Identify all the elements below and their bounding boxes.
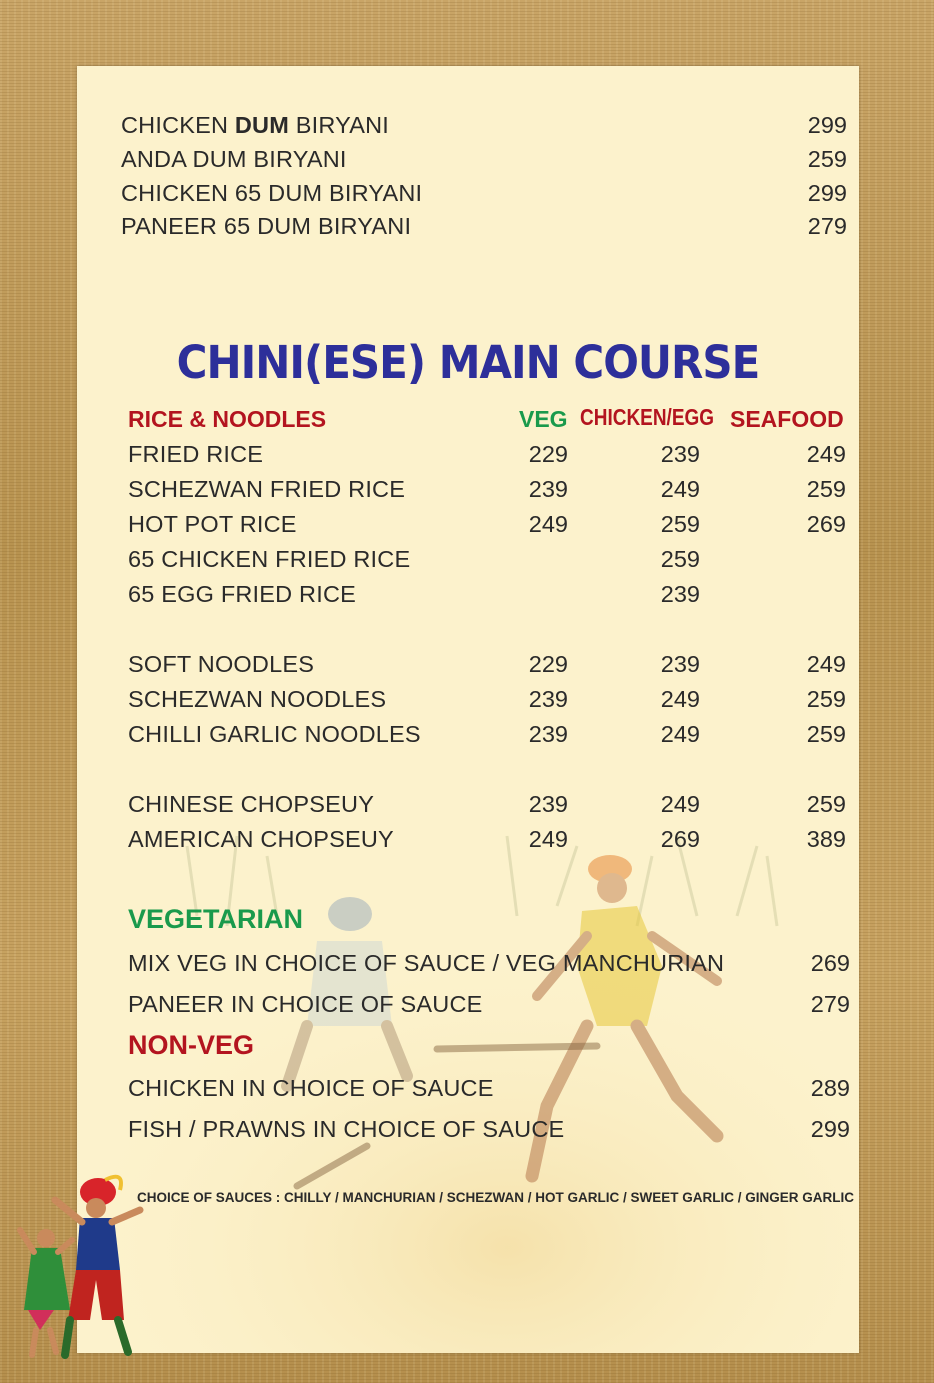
dish-name: SCHEZWAN FRIED RICE: [128, 476, 406, 502]
non-veg-heading: NON-VEG: [128, 1030, 255, 1060]
column-seafood-header: SEAFOOD: [730, 406, 844, 432]
dish-name: AMERICAN CHOPSEUY: [128, 826, 394, 852]
veg-price: 239: [528, 686, 568, 712]
veg-price: 249: [528, 511, 568, 537]
dish-name: MIX VEG IN CHOICE OF SAUCE / VEG MANCHURIAN: [128, 950, 725, 976]
menu-item-price: 299: [807, 112, 847, 138]
chicken-price: 249: [660, 791, 700, 817]
dish-price: 299: [810, 1116, 850, 1142]
chicken-price: 259: [660, 546, 700, 572]
seafood-price: 249: [806, 441, 846, 467]
chicken-price: 249: [660, 721, 700, 747]
veg-price: 229: [528, 441, 568, 467]
chicken-price: 259: [660, 511, 700, 537]
chicken-price: 239: [660, 651, 700, 677]
column-chicken-egg-header: CHICKEN/EGG: [580, 405, 715, 431]
menu-page: [77, 66, 859, 1353]
veg-price: 239: [528, 791, 568, 817]
dish-name: SCHEZWAN NOODLES: [128, 686, 387, 712]
dish-name: CHICKEN IN CHOICE OF SAUCE: [128, 1075, 494, 1101]
dish-price: 279: [810, 991, 850, 1017]
seafood-price: 259: [806, 476, 846, 502]
veg-price: 239: [528, 476, 568, 502]
menu-item-name: ANDA DUM BIRYANI: [121, 146, 347, 172]
dish-name: FRIED RICE: [128, 441, 264, 467]
rice-noodles-heading: RICE & NOODLES: [128, 406, 327, 432]
dish-name: 65 EGG FRIED RICE: [128, 581, 357, 607]
dish-name: CHINESE CHOPSEUY: [128, 791, 375, 817]
dish-name: PANEER IN CHOICE OF SAUCE: [128, 991, 483, 1017]
veg-price: 239: [528, 721, 568, 747]
dish-price: 289: [810, 1075, 850, 1101]
chicken-price: 249: [660, 476, 700, 502]
seafood-price: 269: [806, 511, 846, 537]
chicken-price: 249: [660, 686, 700, 712]
chicken-price: 239: [660, 581, 700, 607]
seafood-price: 259: [806, 721, 846, 747]
dish-name: CHILLI GARLIC NOODLES: [128, 721, 421, 747]
dish-name: SOFT NOODLES: [128, 651, 315, 677]
page-title: CHINI(ESE) MAIN COURSE: [176, 336, 760, 389]
column-veg-header: VEG: [519, 406, 568, 432]
menu-item-price: 259: [807, 146, 847, 172]
dish-name: HOT POT RICE: [128, 511, 297, 537]
menu-item-name: CHICKEN 65 DUM BIRYANI: [121, 180, 423, 206]
seafood-price: 259: [806, 791, 846, 817]
bhangra-dancers-illustration: [10, 1170, 160, 1360]
vegetarian-heading: VEGETARIAN: [128, 904, 304, 934]
menu-item-name: CHICKEN DUM BIRYANI: [121, 112, 389, 138]
menu-item-price: 299: [807, 180, 847, 206]
veg-price: 249: [528, 826, 568, 852]
dish-price: 269: [810, 950, 850, 976]
chicken-price: 269: [660, 826, 700, 852]
menu-item-price: 279: [807, 213, 847, 239]
veg-price: 229: [528, 651, 568, 677]
seafood-price: 249: [806, 651, 846, 677]
dish-name: FISH / PRAWNS IN CHOICE OF SAUCE: [128, 1116, 565, 1142]
dish-name: 65 CHICKEN FRIED RICE: [128, 546, 411, 572]
menu-item-name: PANEER 65 DUM BIRYANI: [121, 213, 412, 239]
seafood-price: 259: [806, 686, 846, 712]
seafood-price: 389: [806, 826, 846, 852]
sauces-note: CHOICE OF SAUCES : CHILLY / MANCHURIAN / SCHEZWAN / HOT GARLIC / SWEET GARLIC / GINGER GARLIC: [137, 1190, 855, 1205]
chicken-price: 239: [660, 441, 700, 467]
